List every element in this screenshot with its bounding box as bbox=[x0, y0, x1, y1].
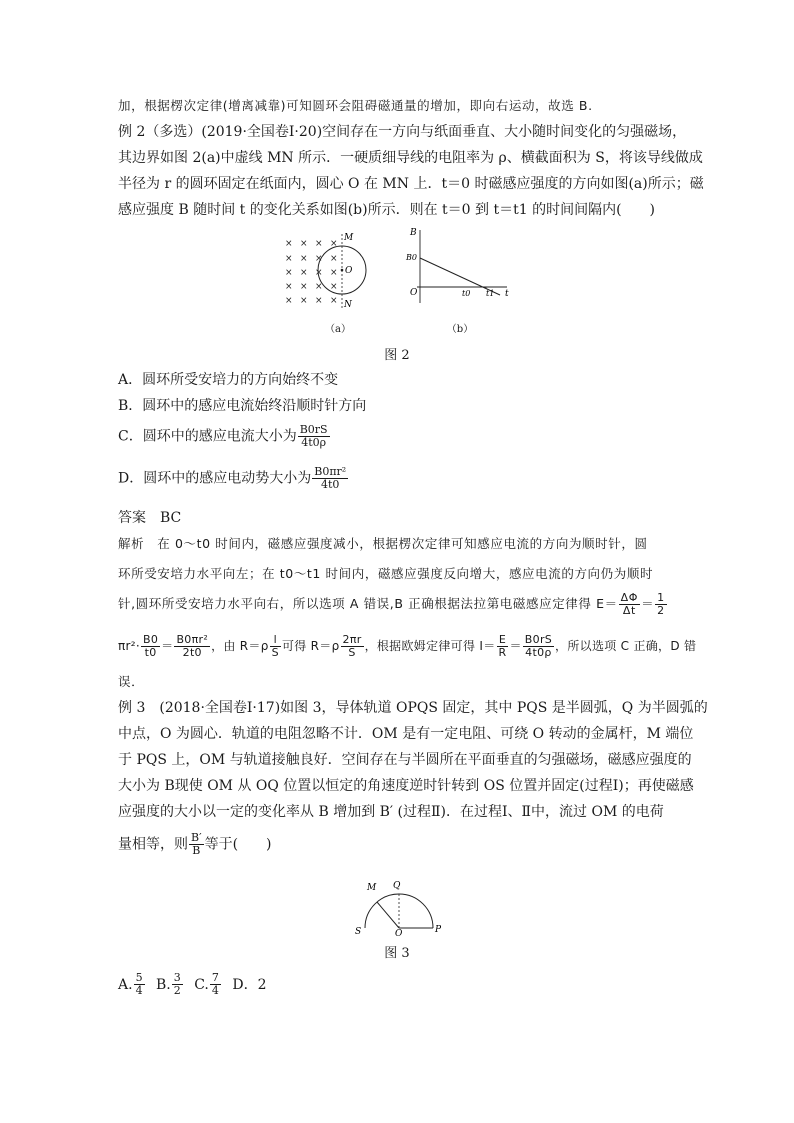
label-t: t bbox=[505, 289, 509, 299]
analysis-text: ＝ bbox=[509, 639, 522, 653]
option-letter: C. bbox=[194, 976, 209, 993]
cross-mark: × bbox=[285, 296, 293, 306]
label-t1: t1 bbox=[486, 289, 495, 298]
frac-den: Δt bbox=[622, 604, 636, 617]
label-b: B bbox=[410, 228, 417, 238]
analysis-text: 可得 R＝ρ bbox=[281, 639, 340, 653]
line6-text: 量相等，则 bbox=[118, 836, 188, 853]
rod-om bbox=[377, 902, 399, 928]
cross-mark: × bbox=[300, 268, 308, 278]
option-letter: A. bbox=[118, 976, 133, 993]
cross-mark: × bbox=[330, 282, 338, 292]
center-point bbox=[341, 269, 344, 272]
label-q: Q bbox=[393, 881, 401, 891]
label-s: S bbox=[355, 927, 362, 936]
frac-current bbox=[523, 634, 554, 659]
frac-bprime-b bbox=[189, 832, 204, 857]
frac-num: 2πr bbox=[342, 633, 362, 646]
analysis-line5: 误． bbox=[118, 674, 145, 689]
frac-den: 4 bbox=[211, 984, 219, 997]
example2-option-a: A．圆环所受安培力的方向始终不变 bbox=[118, 372, 339, 388]
frac-den: t0 bbox=[144, 646, 157, 659]
example2-option-c bbox=[118, 424, 678, 449]
label-p: P bbox=[435, 925, 442, 935]
cross-mark: × bbox=[315, 254, 323, 264]
cross-mark: × bbox=[315, 282, 323, 292]
frac-num: E bbox=[497, 634, 509, 647]
analysis-line2: 环所受安培力水平向左；在 t0～t1 时间内，磁感应强度反向增大，感应电流的方向仍为顺时 bbox=[118, 566, 654, 581]
frac-dphi-dt bbox=[619, 592, 640, 617]
frac-num: l bbox=[270, 634, 281, 647]
label-m: M bbox=[344, 233, 354, 243]
frac-num: B0rS bbox=[524, 633, 553, 646]
cross-mark: × bbox=[285, 268, 293, 278]
label-origin: O bbox=[410, 288, 418, 298]
example3-line5: 应强度的大小以一定的变化率从 B 增加到 B′ (过程Ⅱ)．在过程Ⅰ、Ⅱ中，流过 OM 的电荷 bbox=[118, 804, 664, 820]
option-c bbox=[194, 971, 222, 997]
frac-den: 2t0 bbox=[182, 646, 202, 659]
example2-label: 例 2 bbox=[118, 124, 146, 140]
example3-line3: 于 PQS 上，OM 与轨道接触良好．空间存在与半圆所在平面垂直的匀强磁场，磁感应强度的 bbox=[118, 752, 692, 768]
example2-option-d bbox=[118, 466, 678, 491]
frac-num: B0rS bbox=[299, 423, 328, 436]
frac-den: 4t0 bbox=[321, 478, 340, 491]
option-fraction bbox=[134, 972, 145, 997]
cross-mark: × bbox=[330, 296, 338, 306]
example3-line2: 中点，O 为圆心．轨道的电阻忽略不计．OM 是有一定电阻、可绕 O 转动的金属杆，M 端位 bbox=[118, 726, 694, 742]
figure2a-caption: （a） bbox=[325, 324, 351, 335]
frac-den: 4t0ρ bbox=[525, 646, 552, 659]
frac-den: 2 bbox=[173, 984, 181, 997]
example2-line1 bbox=[118, 122, 687, 142]
frac-num: 5 bbox=[135, 971, 143, 984]
example2-line4: 感应强度 B 随时间 t 的变化关系如图(b)所示．则在 t＝0 到 t＝t1 的时间间隔内( ) bbox=[118, 202, 656, 218]
example2-line1-text: （多选）(2019·全国卷Ⅰ·20)空间存在一方向与纸面垂直、大小随时间变化的匀强磁场， bbox=[145, 124, 687, 140]
frac-den: B bbox=[192, 844, 201, 857]
analysis-line4 bbox=[118, 633, 697, 659]
cross-mark: × bbox=[330, 239, 338, 249]
example2-answer: 答案 BC bbox=[118, 510, 182, 526]
line6-text: 等于( ) bbox=[204, 836, 272, 853]
analysis-text: ＝ bbox=[641, 596, 655, 611]
frac-num: B0πr² bbox=[314, 465, 347, 478]
analysis-text: ，根据欧姆定律可得 I＝ bbox=[364, 639, 496, 653]
cross-mark: × bbox=[330, 254, 338, 264]
cross-mark: × bbox=[300, 254, 308, 264]
label-n: N bbox=[344, 300, 352, 310]
analysis-text: ，所以选项 C 正确，D 错 bbox=[555, 639, 697, 653]
frac-b0-t0 bbox=[141, 634, 160, 659]
cross-mark: × bbox=[315, 268, 323, 278]
figure2a-magnetic-field-diagram bbox=[280, 228, 380, 313]
analysis-text: 针,圆环所受安培力水平向右，所以选项 A 错误,B 正确根据法拉第电磁感应定律得 E＝ bbox=[118, 596, 618, 611]
example3-line6 bbox=[118, 832, 678, 857]
analysis-text: ，由 R＝ρ bbox=[211, 639, 269, 653]
frac-2pir-s bbox=[341, 634, 364, 659]
intro-line: 加，根据楞次定律(增离减靠)可知圆环会阻碍磁通量的增加，即向右运动，故选 B. bbox=[118, 98, 593, 113]
frac-e-r bbox=[497, 634, 509, 659]
figure2-caption: 图 2 bbox=[384, 348, 410, 363]
frac-den: 4 bbox=[135, 984, 143, 997]
label-o: O bbox=[395, 929, 403, 936]
frac-den: 4t0ρ bbox=[301, 436, 327, 449]
frac-num: B′ bbox=[191, 831, 202, 844]
cross-mark: × bbox=[300, 282, 308, 292]
option-value: 2 bbox=[257, 976, 267, 993]
option-letter: D． bbox=[232, 976, 258, 993]
frac-den: R bbox=[498, 646, 507, 659]
cross-mark: × bbox=[300, 239, 308, 249]
option-d-fraction bbox=[312, 466, 348, 491]
figure2b-caption: （b） bbox=[446, 324, 474, 335]
example3-options bbox=[118, 972, 678, 997]
option-fraction bbox=[172, 972, 183, 997]
figure3-semicircle-track bbox=[345, 868, 450, 936]
example3-line1: 例 3 (2018·全国卷Ⅰ·17)如图 3，导体轨道 OPQS 固定，其中 PQS 是半圆弧，Q 为半圆弧的 bbox=[118, 700, 708, 716]
frac-den: 2 bbox=[657, 604, 665, 617]
cross-mark: × bbox=[285, 282, 293, 292]
figure2b-b-t-graph bbox=[402, 225, 517, 305]
frac-den: S bbox=[348, 646, 356, 659]
frac-num: B0 bbox=[142, 633, 159, 646]
option-d-label: D．圆环中的感应电动势大小为 bbox=[118, 470, 312, 487]
label-b0: B0 bbox=[406, 253, 417, 262]
frac-num: B0πr² bbox=[176, 633, 209, 646]
option-b bbox=[156, 971, 184, 997]
example2-line2: 其边界如图 2(a)中虚线 MN 所示．一硬质细导线的电阻率为 ρ、横截面积为 S，将该导线做成 bbox=[118, 150, 703, 166]
example3-line4: 大小为 B现使 OM 从 OQ 位置以恒定的角速度逆时针转到 OS 位置并固定(过程Ⅰ)；再使磁感 bbox=[118, 778, 694, 794]
frac-l-s bbox=[270, 634, 281, 659]
analysis-text: ＝ bbox=[161, 639, 174, 653]
option-fraction bbox=[210, 972, 221, 997]
option-letter: B. bbox=[156, 976, 171, 993]
label-m: M bbox=[367, 883, 377, 893]
option-d bbox=[232, 977, 266, 993]
option-c-fraction bbox=[298, 424, 330, 449]
cross-mark: × bbox=[300, 296, 308, 306]
frac-den: S bbox=[271, 646, 279, 659]
analysis-line1: 解析 在 0～t0 时间内，磁感应强度减小，根据楞次定律可知感应电流的方向为顺时针，圆 bbox=[118, 536, 648, 551]
cross-mark: × bbox=[315, 296, 323, 306]
frac-num: 1 bbox=[657, 591, 665, 604]
frac-num: 7 bbox=[211, 971, 219, 984]
cross-mark: × bbox=[315, 239, 323, 249]
option-a bbox=[118, 971, 146, 997]
frac-num: ΔΦ bbox=[620, 591, 639, 604]
example2-option-b: B．圆环中的感应电流始终沿顺时针方向 bbox=[118, 398, 367, 414]
cross-mark: × bbox=[330, 268, 338, 278]
analysis-line3 bbox=[118, 592, 678, 617]
frac-half bbox=[655, 592, 667, 617]
analysis-text: πr²· bbox=[118, 639, 140, 653]
frac-num: 3 bbox=[173, 971, 181, 984]
figure3-caption: 图 3 bbox=[384, 946, 410, 961]
example2-line3: 半径为 r 的圆环固定在纸面内，圆心 O 在 MN 上．t＝0 时磁感应强度的方向如图(a)所示；磁 bbox=[118, 176, 704, 192]
label-o: O bbox=[345, 266, 353, 276]
cross-mark: × bbox=[285, 239, 293, 249]
label-t0: t0 bbox=[462, 289, 471, 298]
frac-emf bbox=[174, 634, 210, 659]
option-c-label: C．圆环中的感应电流大小为 bbox=[118, 428, 297, 445]
cross-mark: × bbox=[285, 254, 293, 264]
